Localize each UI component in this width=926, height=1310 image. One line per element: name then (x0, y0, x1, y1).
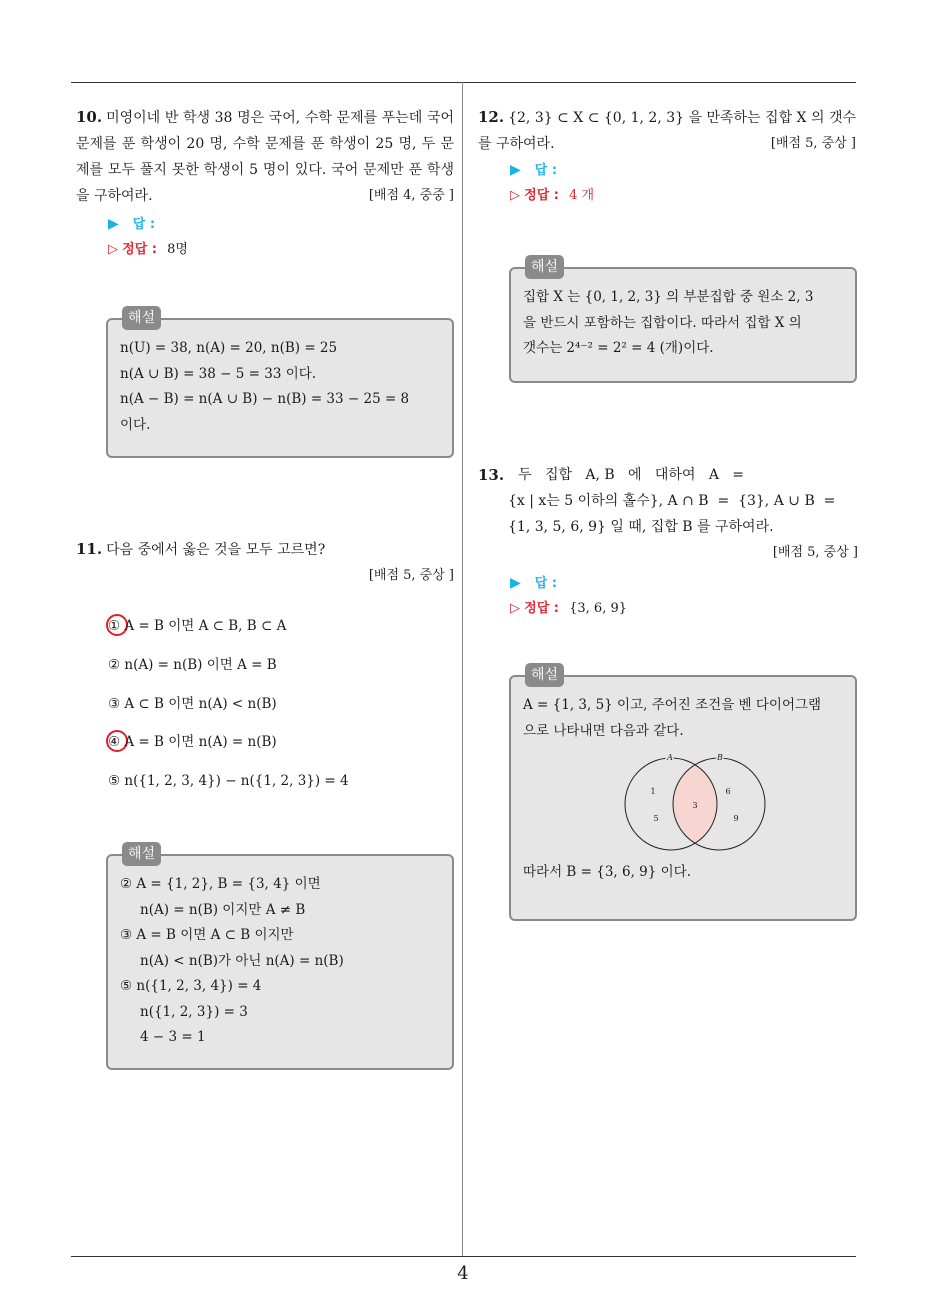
play-arrow-icon: ▶ (510, 162, 521, 178)
score-meta: [배점 5, 중상 ] (772, 545, 858, 560)
explain-line: 갯수는 2⁴⁻² = 2² = 4 (개)이다. (523, 340, 714, 356)
explain-line: n(A) = n(B) 이지만 A ≠ B (140, 901, 306, 918)
explain-line: ⑤ n({1, 2, 3, 4}) = 4 (120, 978, 262, 994)
explain-line: 을 반드시 포함하는 집합이다. 따라서 집합 X 의 (523, 314, 802, 331)
answer-row (510, 570, 858, 596)
question-number: 10. (76, 108, 103, 126)
correct-label: 정답 : (122, 242, 157, 257)
choice-3: ③ A ⊂ B 이면 n(A) < n(B) (108, 696, 277, 712)
outline-arrow-icon: ▷ (510, 601, 520, 616)
question-number: 12. (478, 108, 505, 126)
answer-label: 답 : (534, 576, 558, 591)
venn-label-a: A (667, 753, 673, 762)
explain-line: n(A ∪ B) = 38 − 5 = 33 이다. (120, 365, 317, 382)
explain-line: n(A − B) = n(A ∪ B) − n(B) = 33 − 25 = 8 (120, 391, 410, 407)
answer-label: 답 : (534, 163, 558, 178)
explain-line: ② A = {1, 2}, B = {3, 4} 이면 (120, 876, 321, 892)
question-12-text: 12. {2, 3} ⊂ X ⊂ {0, 1, 2, 3} 을 만족하는 집합 X 의 갯수를 구하여라. [배점 5, 중상 ] (478, 104, 856, 157)
explain-line: 따라서 B = {3, 6, 9} 이다. (523, 864, 692, 880)
correct-answer-row (510, 596, 858, 622)
venn-b-only-value: 9 (733, 814, 739, 823)
explain-line: 으로 나타내면 다음과 같다. (523, 722, 684, 739)
question-11 (76, 536, 454, 589)
correct-value: 4 개 (569, 188, 595, 203)
play-arrow-icon: ▶ (108, 216, 119, 232)
question-number: 13. (478, 466, 505, 484)
score-meta: [배점 5, 중상 ] (368, 568, 454, 583)
venn-diagram (523, 746, 847, 856)
question-10-text: 10. 미영이네 반 학생 38 명은 국어, 수학 문제를 푸는데 국어 문제를 푼 학생이 20 명, 수학 문제를 푼 학생이 25 명, 두 문제를 모두 풀지 못한 학생이 5 명이 있다. 국어 문제만 푼 학생을 구하여라. [배점 4, 중중 ] (76, 104, 454, 209)
explain-line: 4 − 3 = 1 (140, 1029, 206, 1045)
explanation-box-10 (106, 310, 454, 458)
question-10 (76, 104, 454, 263)
answer-label: 답 : (132, 217, 156, 232)
correct-answer-row (510, 183, 856, 209)
question-13 (478, 462, 858, 622)
question-number: 11. (76, 540, 103, 558)
outline-arrow-icon: ▷ (108, 242, 118, 257)
explanation-tag: 해설 (525, 663, 564, 687)
venn-label-b: B (717, 753, 723, 762)
explain-line: ③ A = B 이면 A ⊂ B 이지만 (120, 927, 294, 943)
top-rule (71, 82, 856, 83)
explain-line: A = {1, 3, 5} 이고, 주어진 조건을 벤 다이어그램 (523, 697, 822, 713)
bottom-rule (71, 1256, 856, 1257)
choice-4: ④ A = B 이면 n(A) = n(B) (108, 734, 277, 750)
explain-line: n({1, 2, 3}) = 3 (140, 1003, 248, 1020)
outline-arrow-icon: ▷ (510, 188, 520, 203)
venn-a-only-value: 5 (653, 814, 659, 823)
explain-line: 이다. (120, 416, 151, 433)
correct-label: 정답 : (524, 188, 559, 203)
explanation-tag: 해설 (122, 842, 161, 866)
explanation-box-11 (106, 846, 454, 1070)
page-number: 4 (457, 1263, 469, 1284)
explanation-box-13 (509, 667, 857, 921)
correct-value: 8명 (167, 242, 188, 257)
question-13-text (478, 462, 858, 566)
play-arrow-icon: ▶ (510, 575, 521, 591)
question-line: {x | x는 5 이하의 홀수}, A ∩ B = {3}, A ∪ B = (508, 493, 836, 509)
column-divider (462, 82, 463, 1257)
question-line: 두 집합 A, B 에 대하여 A = (518, 467, 745, 483)
choice-5: ⑤ n({1, 2, 3, 4}) − n({1, 2, 3}) = 4 (108, 773, 349, 789)
correct-answer-row (108, 237, 454, 263)
venn-b-only-value: 6 (725, 787, 731, 796)
choice-1: ① A = B 이면 A ⊂ B, B ⊂ A (108, 618, 287, 634)
explanation-tag: 해설 (525, 255, 564, 279)
venn-a-only-value: 1 (650, 787, 656, 796)
venn-intersection-value: 3 (692, 801, 698, 810)
answer-row (510, 157, 856, 183)
score-meta: [배점 5, 중상 ] (770, 136, 856, 151)
question-11-text: 11. 다음 중에서 옳은 것을 모두 고르면? (76, 540, 326, 558)
score-meta: [배점 4, 중중 ] (368, 188, 454, 203)
answer-row (108, 211, 454, 237)
explain-line: n(U) = 38, n(A) = 20, n(B) = 25 (120, 340, 338, 356)
explanation-box-12 (509, 259, 857, 383)
explanation-tag: 해설 (122, 306, 161, 330)
question-line: {1, 3, 5, 6, 9} 일 때, 집합 B 를 구하여라. (508, 519, 774, 535)
choice-2: ② n(A) = n(B) 이면 A = B (108, 657, 277, 673)
correct-value: {3, 6, 9} (569, 601, 628, 616)
correct-label: 정답 : (524, 601, 559, 616)
explain-line: 집합 X 는 {0, 1, 2, 3} 의 부분집합 중 원소 2, 3 (523, 289, 814, 305)
question-12 (478, 104, 856, 209)
explain-line: n(A) < n(B)가 아닌 n(A) = n(B) (140, 952, 344, 969)
